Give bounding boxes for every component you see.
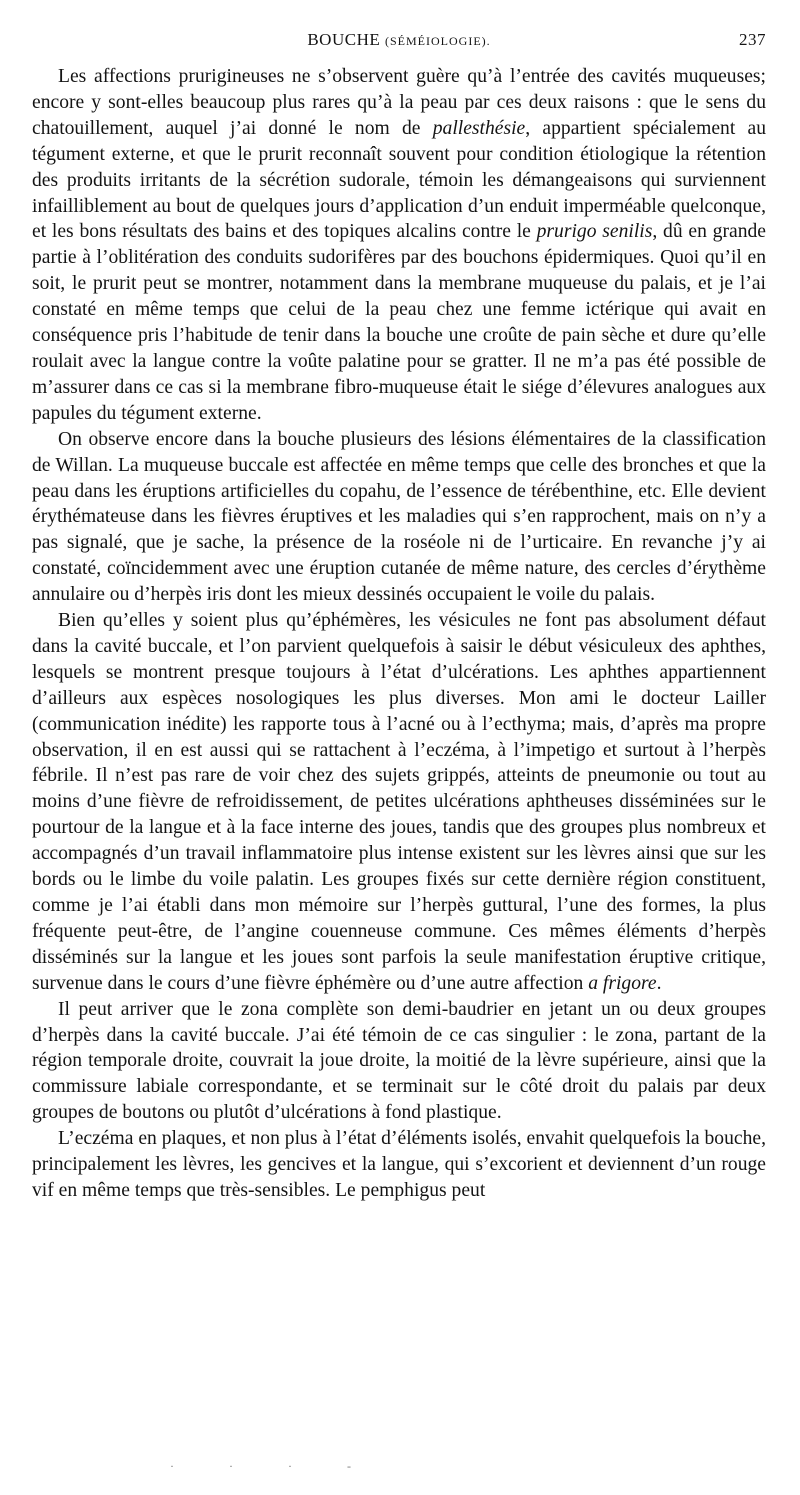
text-segment: L’eczéma en plaques, et non plus à l’état d’éléments isolés, envahit quelquefois la bouche, principalement les lèvres, les gencives et la langue, qui s’excorient et deviennent d’un rouge vif en même temps que très-sensibles. Le pemphigus peut (32, 1128, 766, 1201)
paragraph-3 (32, 608, 766, 997)
italic-term: a frigore (588, 972, 657, 994)
text-segment: Les affections prurigineuses ne s’observent guère qu’à l’entrée des cavités muqueuses; encore y sont-elles beaucoup plus rares qu’à la peau par ces deux raisons : que le sens du chatouillement, auquel j’ai donné le nom de (32, 66, 766, 139)
print-marks: · · · - (170, 1459, 377, 1473)
page-number: 237 (739, 30, 766, 49)
text-segment: Il peut arriver que le zona complète son demi-baudrier en jetant un ou deux groupes d’herpès dans la cavité buccale. J’ai été témoin de ce cas singulier : le zona, partant de la région temporale droite, couvrait la joue droite, la moitié de la lèvre supérieure, ainsi que la commissure labiale correspondante, et se terminait sur le côté droit du palais par deux groupes de boutons ou plutôt d’ulcérations à fond plastique. (32, 998, 766, 1124)
text-segment: Bien qu’elles y soient plus qu’éphémères, les vésicules ne font pas absolument défaut dans la cavité buccale, et l’on parvient quelquefois à saisir le début vésiculeux des aphthes, lesquels se montrent presque toujours à l’état d’ulcérations. Les aphthes appartiennent d’ailleurs aux espèces nosologiques les plus diverses. Mon ami le docteur Lailler (communication inédite) les rapporte tous à l’acné ou à l’ecthyma; mais, d’après ma propre observation, il en est aussi qui se rattachent à l’eczéma, à l’impetigo et surtout à l’herpès fébrile. Il n’est pas rare de voir chez des sujets grippés, atteints de pneumonie ou tout au moins d’une fièvre de refroidissement, de petites ulcérations aphtheuses disséminées sur le pourtour de la langue et à la face interne des joues, tandis que des groupes plus nombreux et accompagnés d’un travail inflammatoire plus intense existent sur les lèvres ainsi que sur les bords ou le limbe du voile palatin. Les groupes fixés sur cette dernière région constituent, comme je l’ai établi dans mon mémoire sur l’herpès guttural, l’une des formes, la plus fréquente peut-être, de l’angine couenneuse commune. Ces mêmes éléments d’herpès disséminés sur la langue et les joues sont parfois la seule manifestation éruptive critique, survenue dans le cours d’une fièvre éphémère ou d’une autre affection (32, 610, 766, 994)
running-title-subtitle: (SÉMÉIOLOGIE). (385, 34, 491, 48)
body-text (32, 64, 766, 1204)
text-segment: , dû en grande partie à l’oblitération des conduits sudorifères par des bouchons épidermiques. Quoi qu’il en soit, le prurit peut se montrer, notamment dans la membrane muqueuse du palais, et je l’ai constaté en même temps que celui de la peau chez une femme ictérique qui avait en conséquence pris l’habitude de tenir dans la bouche une croûte de pain sèche et dure qu’elle roulait avec la langue contre la voûte palatine pour se gratter. Il ne m’a pas été possible de m’assurer dans ce cas si la membrane fibro-muqueuse était le siége d’élevures analogues aux papules du tégument externe. (32, 221, 766, 424)
paragraph-1 (32, 64, 766, 427)
italic-term: pallesthésie (432, 117, 526, 139)
italic-term: prurigo senilis (536, 221, 653, 243)
book-page (32, 30, 766, 1204)
paragraph-2 (32, 427, 766, 608)
text-segment: . (656, 972, 662, 994)
running-title (32, 30, 766, 50)
running-title-main: BOUCHE (307, 30, 381, 49)
paragraph-4 (32, 997, 766, 1127)
running-head (32, 30, 766, 54)
text-segment: On observe encore dans la bouche plusieurs des lésions élémentaires de la classification de Willan. La muqueuse buccale est affectée en même temps que celle des bronches et que la peau dans les éruptions artificielles du copahu, de l’essence de térébenthine, etc. Elle devient érythémateuse dans les fièvres éruptives et les maladies qui s’en rapprochent, mais on n’y a pas signalé, que je sache, la présence de la roséole ni de l’urticaire. En revanche j’y ai constaté, coïncidemment avec une éruption cutanée de même nature, des cercles d’érythème annulaire ou d’herpès iris dont les mieux dessinés occupaient le voile du palais. (32, 428, 766, 606)
text-segment: , appartient spécialement au tégument externe, et que le prurit reconnaît souvent pour condition étiologique la rétention des produits irritants de la sécrétion sudorale, témoin les démangeaisons qui surviennent infailliblement au bout de quelques jours d’application d’un enduit imperméable quelconque, et les bons résultats des bains et des topiques alcalins contre le (32, 117, 767, 243)
paragraph-5 (32, 1126, 766, 1204)
